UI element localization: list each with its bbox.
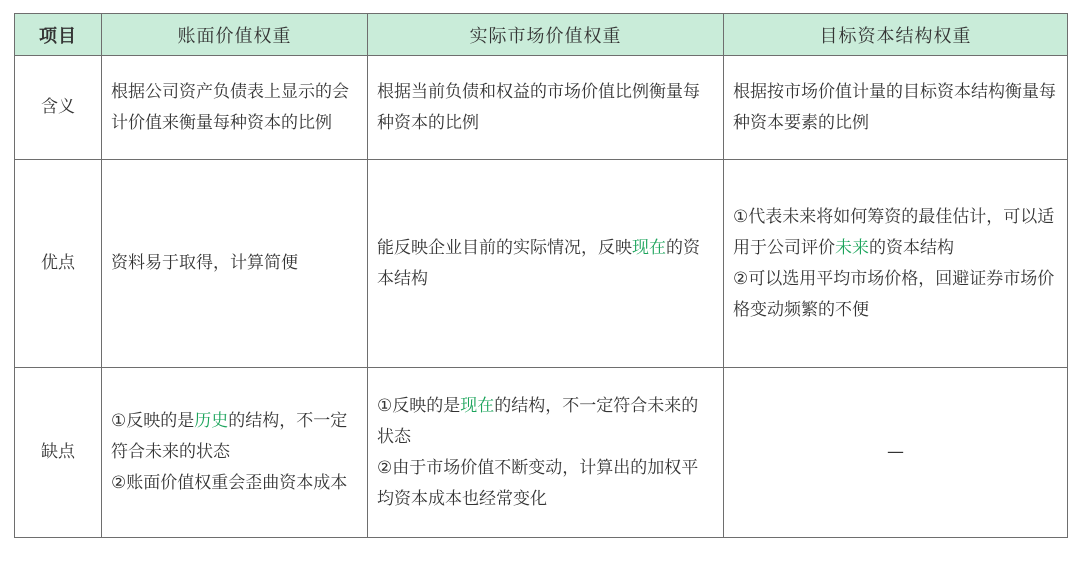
header-item: 项目 [15,14,102,56]
capital-weight-comparison-table [14,13,1068,538]
cell-advantages-market-value [368,160,724,368]
disadvantages-book-point-1-start: ①反映的是 [111,411,195,431]
disadvantages-book-point-1-end: 的结构，不一定符合未来的状态 [111,411,348,462]
cell-advantages-target-structure [724,160,1068,368]
header-book-value-weight: 账面价值权重 [102,14,368,56]
header-target-structure-weight: 目标资本结构权重 [724,14,1068,56]
row-label-disadvantages: 缺点 [15,368,102,538]
advantages-target-point-1-end: 的资本结构 [869,237,954,258]
cell-disadvantages-market-value [368,368,724,538]
disadvantages-market-point-1-end: 的结构，不一定符合未来的状态 [377,395,699,447]
table-row-meaning [15,56,1068,160]
comparison-table-wrapper [14,13,1068,538]
disadvantages-market-point-1-highlight: 现在 [460,395,495,416]
table-row-advantages [15,160,1068,368]
cell-meaning-target-structure: 根据按市场价值计量的目标资本结构衡量每种资本要素的比例 [724,56,1068,160]
cell-disadvantages-target-structure: — [724,368,1068,538]
advantages-target-point-2: ②可以选用平均市场价格，回避证券市场价格变动频繁的不便 [733,268,1055,320]
cell-advantages-book-value: 资料易于取得，计算简便 [102,160,368,368]
disadvantages-book-point-2: ②账面价值权重会歪曲资本成本 [111,473,348,493]
table-row-disadvantages [15,368,1068,538]
advantages-target-point-1-highlight: 未来 [835,237,869,258]
disadvantages-market-point-1-start: ①反映的是 [377,395,461,416]
advantages-market-text-end: 的资本结构 [377,237,700,289]
row-label-advantages: 优点 [15,160,102,368]
table-header-row [15,14,1068,56]
disadvantages-book-point-1-highlight: 历史 [194,411,229,431]
cell-meaning-book-value: 根据公司资产负债表上显示的会计价值来衡量每种资本的比例 [102,56,368,160]
advantages-target-point-1 [733,202,1058,264]
disadvantages-market-point-2: ②由于市场价值不断变动，计算出的加权平均资本成本也经常变化 [377,457,699,509]
disadvantages-market-point-1 [377,391,714,453]
advantages-market-highlight: 现在 [632,237,666,258]
advantages-target-point-1-start: ①代表未来将如何筹资的最佳估计，可以适用于公司评价 [733,206,1055,258]
advantages-market-text-start: 能反映企业目前的实际情况，反映 [377,237,632,258]
cell-disadvantages-book-value [102,368,368,538]
row-label-meaning: 含义 [15,56,102,160]
disadvantages-book-point-1 [111,406,358,468]
header-market-value-weight: 实际市场价值权重 [368,14,724,56]
cell-meaning-market-value: 根据当前负债和权益的市场价值比例衡量每种资本的比例 [368,56,724,160]
